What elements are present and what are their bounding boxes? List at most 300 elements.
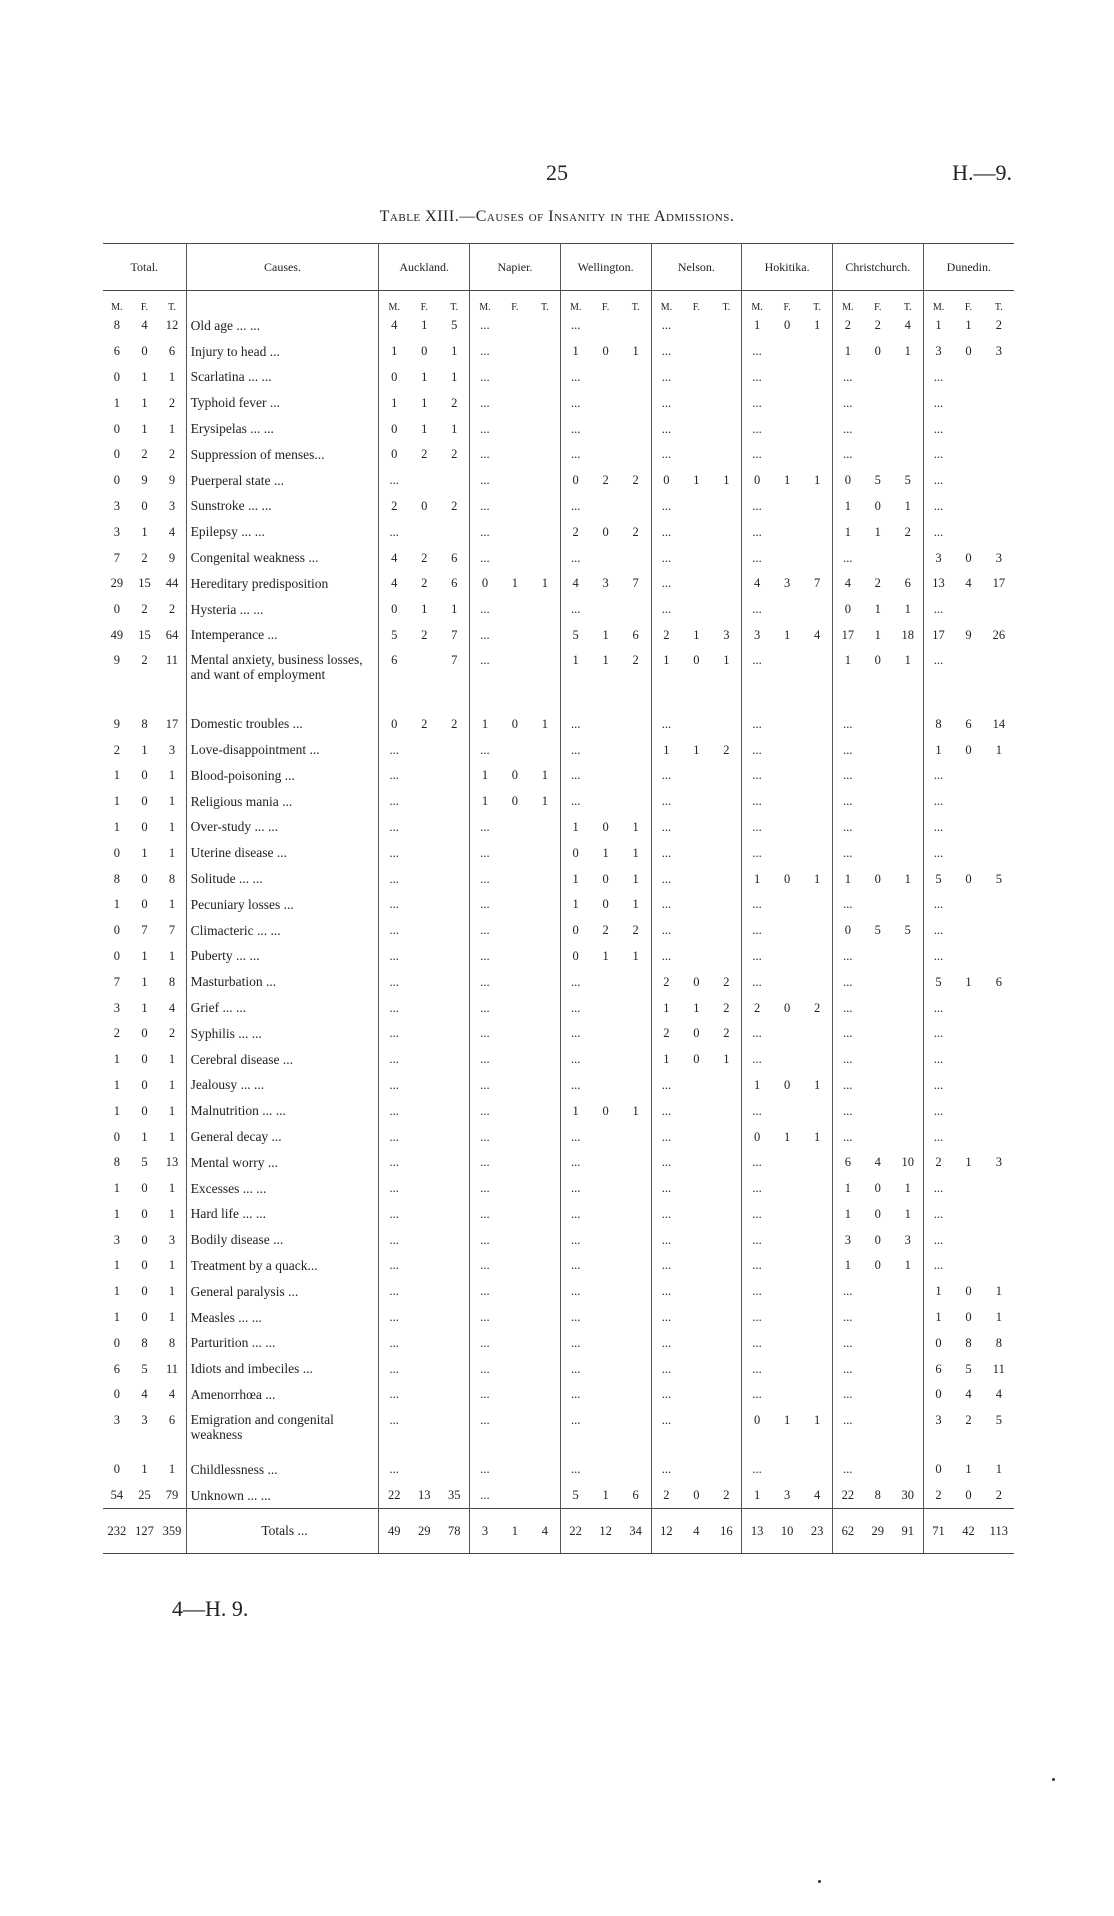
cell-value: 0 (693, 974, 700, 989)
cell-value (772, 1150, 802, 1176)
cell-value: 17 (992, 576, 1006, 591)
cell-value: 10 (893, 1150, 923, 1176)
cell-value (530, 1356, 560, 1382)
cell-value: ... (933, 395, 944, 410)
cell-value: 1 (893, 494, 923, 520)
cell-value (409, 1098, 439, 1124)
document-reference: H.—9. (952, 160, 1012, 185)
cell-value: ... (661, 550, 672, 565)
table-row (103, 995, 1014, 1021)
cell-value: ... (570, 602, 581, 617)
cell-value: ... (661, 948, 672, 963)
cell-value (863, 711, 893, 737)
cell-value: ... (480, 1412, 490, 1427)
cell-value: ... (752, 742, 762, 757)
cell-value: ... (480, 473, 490, 488)
cell-value: 1 (602, 1488, 609, 1503)
subheader-label: T. (621, 291, 651, 314)
cell-value: ... (933, 897, 944, 912)
cell-value: ... (933, 1026, 944, 1041)
cell-value (893, 969, 923, 995)
cell-value: ... (843, 369, 853, 384)
cell-value (530, 969, 560, 995)
cell-value: 0 (572, 845, 579, 860)
cell-value (953, 1176, 983, 1202)
cell-value: ... (843, 845, 853, 860)
cell-value (772, 597, 802, 623)
cell-value: ... (661, 1258, 672, 1273)
cell-value: ... (480, 627, 490, 642)
cell-value (863, 390, 893, 416)
cell-value (802, 416, 832, 442)
cell-value: 1 (141, 421, 148, 436)
cell-value (863, 969, 893, 995)
cell-value: 0 (844, 923, 851, 938)
cell-value: 1 (995, 1284, 1002, 1299)
cell-value (530, 995, 560, 1021)
cell-value (681, 1408, 711, 1457)
cell-value (953, 416, 983, 442)
cell-value (439, 468, 469, 494)
cell-value: ... (661, 1387, 672, 1402)
cell-value (863, 416, 893, 442)
cell-value: 7 (439, 648, 469, 711)
cell-value (500, 815, 530, 841)
cell-value: 71 (923, 1509, 953, 1554)
cause-label: Religious mania ... (186, 789, 379, 815)
cell-value (802, 1202, 832, 1228)
cell-value: ... (933, 602, 944, 617)
cell-value: ... (389, 974, 399, 989)
cell-value (772, 1330, 802, 1356)
subheader-label: T. (802, 291, 832, 314)
cell-value: 1 (530, 789, 560, 815)
cell-value (893, 1047, 923, 1073)
cell-value: ... (480, 1155, 490, 1170)
cell-value: 3 (783, 576, 791, 591)
cell-value (591, 1227, 621, 1253)
cell-value: 1 (693, 1000, 700, 1015)
cell-value (772, 944, 802, 970)
cell-value (772, 918, 802, 944)
cell-value: ... (752, 819, 762, 834)
cell-value (591, 1279, 621, 1305)
cell-value: 1 (893, 866, 923, 892)
cell-value: 8 (113, 318, 120, 333)
cell-value (409, 840, 439, 866)
cell-value: ... (570, 421, 581, 436)
cell-value (953, 840, 983, 866)
cell-value: 1 (621, 1098, 651, 1124)
cell-value: ... (752, 1026, 762, 1041)
cell-value (802, 545, 832, 571)
cell-value (893, 763, 923, 789)
cell-value (984, 1021, 1014, 1047)
cell-value: 2 (712, 1483, 742, 1509)
cell-value: ... (480, 871, 490, 886)
cell-value: ... (389, 473, 399, 488)
cell-value (802, 969, 832, 995)
table-row (103, 648, 1014, 711)
cell-value (893, 1124, 923, 1150)
cell-value: 1 (439, 339, 469, 365)
cell-value (984, 390, 1014, 416)
cell-value (712, 597, 742, 623)
cell-value (439, 1382, 469, 1408)
cell-value: 6 (893, 571, 923, 597)
cell-value (772, 789, 802, 815)
cell-value: 0 (113, 923, 120, 938)
cell-value (772, 1047, 802, 1073)
cell-value: 2 (663, 627, 670, 642)
cell-value (439, 995, 469, 1021)
cell-value: 2 (113, 1026, 120, 1041)
cell-value (500, 519, 530, 545)
cell-value: 0 (141, 897, 148, 912)
cell-value (893, 1330, 923, 1356)
cell-value (591, 1073, 621, 1099)
cell-value (984, 468, 1014, 494)
cell-value: 0 (141, 1232, 148, 1247)
table-row (103, 1457, 1014, 1483)
cell-value (681, 365, 711, 391)
cell-value: 1 (802, 866, 832, 892)
cause-label: Parturition ... ... (186, 1330, 379, 1356)
cell-value: 1 (500, 1509, 530, 1554)
cell-value (500, 969, 530, 995)
cell-value: ... (480, 1258, 490, 1273)
cause-label: Suppression of menses... (186, 442, 379, 468)
cause-label: Masturbation ... (186, 969, 379, 995)
cell-value: ... (752, 897, 762, 912)
cell-value: 9 (113, 653, 120, 668)
cell-value: 3 (141, 1412, 148, 1427)
cell-value (591, 1457, 621, 1483)
cell-value: 13 (417, 1488, 431, 1503)
cell-value: 64 (158, 623, 186, 649)
cell-value (409, 519, 439, 545)
cell-value: 1 (113, 768, 120, 783)
cell-value (409, 944, 439, 970)
cell-value (953, 494, 983, 520)
cell-value (712, 1305, 742, 1331)
cell-value: 2 (802, 995, 832, 1021)
cell-value (984, 1073, 1014, 1099)
cell-value (681, 1253, 711, 1279)
cell-value: 2 (621, 648, 651, 711)
cell-value: 15 (138, 627, 151, 642)
table-row (103, 1253, 1014, 1279)
cell-value: 3 (995, 344, 1002, 359)
cell-value (712, 1176, 742, 1202)
cell-value (681, 1356, 711, 1382)
cause-label: Cerebral disease ... (186, 1047, 379, 1073)
cell-value (893, 995, 923, 1021)
cell-value: 0 (965, 1488, 972, 1503)
cell-value (621, 1227, 651, 1253)
subheader-row (103, 291, 1014, 314)
cell-value (863, 815, 893, 841)
cell-value (621, 597, 651, 623)
cell-value (712, 1098, 742, 1124)
cell-value (863, 1305, 893, 1331)
cell-value: 1 (158, 1253, 186, 1279)
cell-value (530, 390, 560, 416)
cell-value (591, 597, 621, 623)
cell-value: ... (389, 1206, 399, 1221)
cell-value: 0 (602, 524, 609, 539)
cell-value: 26 (992, 627, 1006, 642)
table-row (103, 789, 1014, 815)
cell-value (863, 1098, 893, 1124)
cell-value: ... (389, 1258, 399, 1273)
cell-value: 4 (572, 576, 579, 591)
cell-value (863, 1408, 893, 1457)
cell-value: 8 (935, 716, 942, 731)
cell-value: 13 (742, 1509, 772, 1554)
cell-value (953, 468, 983, 494)
cell-value (893, 416, 923, 442)
cell-value (712, 892, 742, 918)
cell-value: 78 (439, 1509, 469, 1554)
cell-value: 1 (158, 840, 186, 866)
cell-value: 6 (158, 1408, 186, 1457)
cell-value (681, 1124, 711, 1150)
table-row (103, 840, 1014, 866)
cell-value: 0 (572, 923, 579, 938)
cell-value: ... (933, 948, 944, 963)
cell-value (500, 1382, 530, 1408)
cell-value: ... (661, 1335, 672, 1350)
cell-value (439, 1098, 469, 1124)
cell-value: ... (480, 395, 490, 410)
cell-value: 4 (158, 995, 186, 1021)
cell-value: 3 (113, 1000, 120, 1015)
cell-value: ... (752, 1103, 762, 1118)
cell-value: 3 (753, 627, 761, 642)
cell-value: 2 (439, 711, 469, 737)
cell-value (530, 1176, 560, 1202)
cell-value (409, 1047, 439, 1073)
cell-value (863, 1047, 893, 1073)
cell-value: 12 (591, 1509, 621, 1554)
cell-value: 4 (802, 1483, 832, 1509)
cell-value (712, 339, 742, 365)
cell-value: 2 (421, 447, 428, 462)
cell-value: ... (480, 948, 490, 963)
cell-value: 1 (935, 1284, 942, 1299)
subheader-label: M. (569, 302, 582, 313)
subheader-label: M. (932, 302, 945, 313)
cell-value (772, 1202, 802, 1228)
cell-value: ... (389, 1232, 399, 1247)
cell-value (984, 789, 1014, 815)
cell-value (893, 737, 923, 763)
cell-value: 6 (158, 339, 186, 365)
cell-value (409, 763, 439, 789)
cell-value (712, 494, 742, 520)
cell-value: ... (752, 845, 762, 860)
cell-value (863, 995, 893, 1021)
cell-value: ... (480, 1000, 490, 1015)
cell-value: ... (933, 768, 944, 783)
cell-value: 0 (693, 1026, 700, 1041)
cell-value (530, 815, 560, 841)
cell-value (953, 1047, 983, 1073)
cell-value: ... (480, 344, 490, 359)
cell-value: 1 (844, 1206, 851, 1221)
cell-value (409, 1305, 439, 1331)
cell-value: 1 (481, 768, 489, 783)
cell-value: ... (389, 1310, 399, 1325)
cell-value (712, 840, 742, 866)
cell-value (802, 1021, 832, 1047)
cell-value (681, 1279, 711, 1305)
cell-value: ... (843, 974, 853, 989)
cell-value (953, 519, 983, 545)
cell-value (530, 1457, 560, 1483)
table-row (103, 763, 1014, 789)
cell-value: ... (661, 1232, 672, 1247)
cell-value: 1 (602, 948, 609, 963)
cell-value: 1 (621, 815, 651, 841)
cell-value: ... (480, 1129, 490, 1144)
cell-value (863, 789, 893, 815)
footer-reference: 4—H. 9. (172, 1596, 249, 1621)
cell-value: 4 (874, 1155, 881, 1170)
cell-value: 6 (391, 653, 398, 668)
cell-value: 1 (753, 1077, 761, 1092)
cell-value: ... (480, 318, 490, 333)
cell-value: ... (843, 1052, 853, 1067)
cell-value: 2 (935, 1488, 942, 1503)
table-title-prefix: Table XIII.— (379, 208, 476, 225)
table-row (103, 571, 1014, 597)
cell-value (530, 1124, 560, 1150)
cell-value (681, 1330, 711, 1356)
cell-value: 1 (712, 468, 742, 494)
cell-value: 3 (995, 550, 1002, 565)
cell-value (681, 1073, 711, 1099)
cell-value: 2 (439, 442, 469, 468)
cell-value (530, 1305, 560, 1331)
cell-value: 1 (421, 421, 428, 436)
cell-value: 1 (158, 1124, 186, 1150)
cell-value: 30 (893, 1483, 923, 1509)
cell-value: ... (933, 524, 944, 539)
cell-value (893, 390, 923, 416)
cell-value: 1 (893, 648, 923, 711)
cell-value: 0 (753, 1412, 761, 1427)
cell-value: 1 (511, 576, 519, 591)
cell-value: 11 (158, 1356, 186, 1382)
cell-value: ... (570, 1206, 581, 1221)
cell-value: 4 (844, 576, 851, 591)
cause-label: Congenital weakness ... (186, 545, 379, 571)
cell-value: 5 (965, 1361, 972, 1376)
cell-value (802, 763, 832, 789)
cell-value: 0 (113, 948, 120, 963)
cell-value (500, 313, 530, 339)
cell-value (953, 763, 983, 789)
cause-label: Epilepsy ... ... (186, 519, 379, 545)
cell-value (681, 339, 711, 365)
cell-value: 1 (995, 1462, 1002, 1477)
cell-value (953, 1202, 983, 1228)
cell-value: 0 (602, 871, 609, 886)
cell-value (530, 519, 560, 545)
cell-value: 2 (421, 576, 428, 591)
cell-value: 1 (693, 742, 700, 757)
cell-value: 1 (391, 344, 398, 359)
cell-value: 17 (841, 627, 855, 642)
cell-value: 17 (932, 627, 945, 642)
cell-value: 2 (113, 742, 120, 757)
cell-value: ... (480, 1488, 490, 1503)
cell-value: ... (933, 1258, 944, 1273)
cell-value (712, 313, 742, 339)
cell-value (530, 1408, 560, 1457)
cell-value: 29 (110, 576, 124, 591)
cell-value (712, 1457, 742, 1483)
cell-value: ... (752, 1335, 762, 1350)
cell-value: 0 (511, 768, 519, 783)
cell-value: ... (752, 948, 762, 963)
cell-value (439, 840, 469, 866)
table-row (103, 494, 1014, 520)
cell-value: ... (752, 1155, 762, 1170)
cell-value (681, 442, 711, 468)
cell-value: ... (570, 1181, 581, 1196)
subheader-label: F. (420, 302, 428, 313)
cell-value (772, 737, 802, 763)
cell-value: 0 (113, 845, 120, 860)
cell-value (772, 519, 802, 545)
cause-label: Climacteric ... ... (186, 918, 379, 944)
cell-value: 62 (832, 1509, 862, 1554)
cell-value: 0 (965, 871, 972, 886)
cell-value: 0 (113, 447, 120, 462)
cell-value (439, 1356, 469, 1382)
cell-value (439, 1202, 469, 1228)
cell-value: ... (752, 1310, 762, 1325)
cell-value: ... (752, 369, 762, 384)
cell-value: ... (389, 948, 399, 963)
cell-value: 2 (572, 524, 579, 539)
cell-value: 1 (158, 892, 186, 918)
cell-value: 9 (158, 545, 186, 571)
cause-label: Over-study ... ... (186, 815, 379, 841)
cell-value (802, 339, 832, 365)
cell-value: 0 (783, 1077, 791, 1092)
table-row (103, 519, 1014, 545)
cell-value (530, 416, 560, 442)
cell-value: 0 (935, 1462, 942, 1477)
cell-value (863, 944, 893, 970)
cell-value (530, 1382, 560, 1408)
cell-value: 2 (158, 442, 186, 468)
cell-value (621, 1457, 651, 1483)
table-row (103, 442, 1014, 468)
cell-value: 5 (572, 1488, 579, 1503)
cell-value: 1 (158, 1202, 186, 1228)
cell-value: ... (389, 1052, 399, 1067)
cell-value: 0 (141, 768, 148, 783)
cell-value (681, 571, 711, 597)
cell-value: ... (933, 369, 944, 384)
cell-value (681, 711, 711, 737)
totals-label: Totals ... (186, 1509, 379, 1554)
